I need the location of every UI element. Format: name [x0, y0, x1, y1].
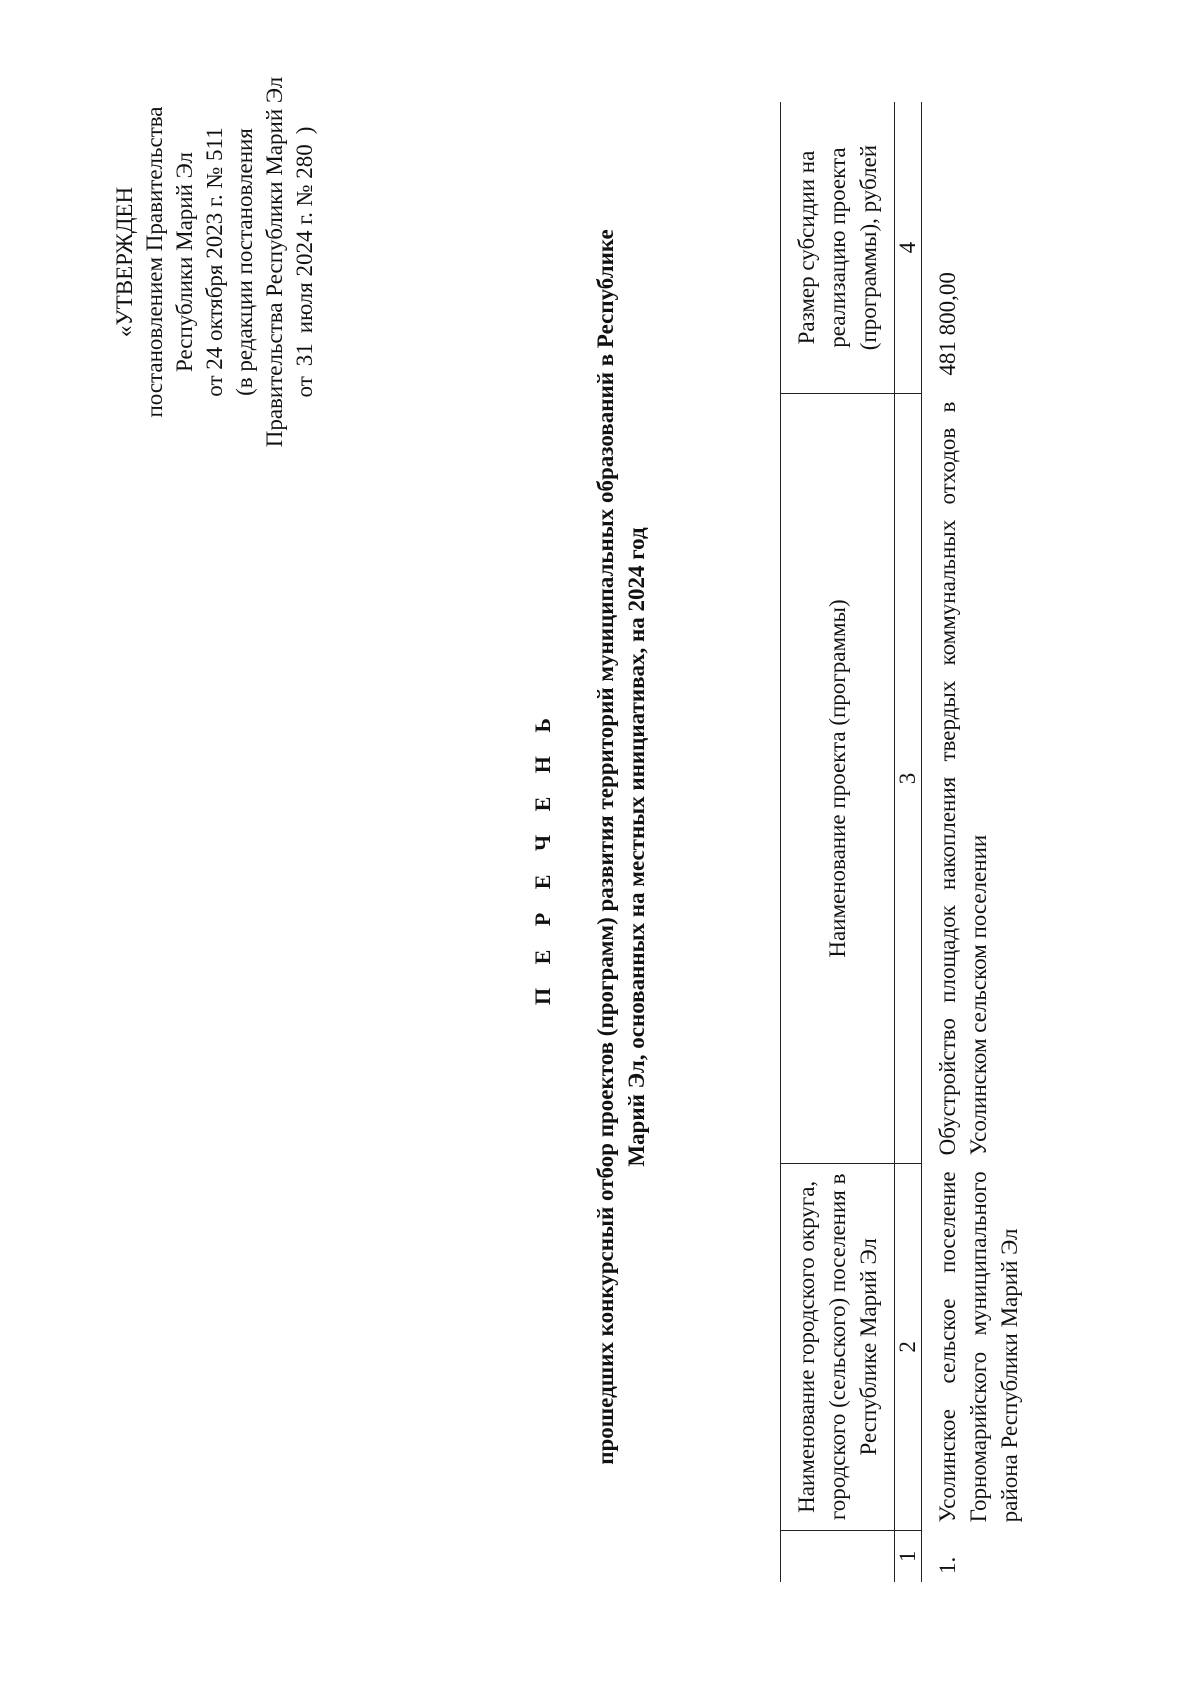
header-amount: Размер субсидии на реализацию проекта (программы), рублей	[781, 102, 895, 394]
header-number	[781, 1530, 895, 1582]
amendment-close: )	[292, 126, 317, 135]
amendment-from: от	[292, 376, 317, 398]
approval-line: постановлением Правительства	[142, 106, 167, 418]
document-title: П Е Р Е Ч Е Н Ь	[530, 709, 555, 1005]
approval-line: Республики Марий Эл	[172, 151, 197, 373]
municipality-cell: Усолинское сельское поселение Горномарийского муниципального района Республики Марий Эл	[935, 1171, 1022, 1523]
amendment-line	[290, 37, 320, 487]
column-number: 3	[895, 394, 922, 1164]
approval-line: (в редакции постановления	[232, 128, 257, 396]
document-subtitle: прошедших конкурсный отбор проектов (программ) развития территорий муниципальных образований в Республике Марий Эл, основанных на местных инициативах, на 2024 год	[593, 229, 649, 1465]
amount-cell: 481 800,00	[935, 272, 960, 376]
project-cell: Обустройство площадок накопления твердых коммунальных отходов в Усолинском сельском поселении	[935, 401, 991, 1156]
column-number: 2	[895, 1163, 922, 1530]
table-header-row	[781, 102, 895, 1582]
column-numbering-row	[895, 102, 922, 1582]
projects-table	[780, 102, 1035, 1582]
approval-line: от 24 октября 2023 г. № 511	[202, 127, 227, 397]
table-row	[922, 102, 1036, 1582]
approval-block	[110, 37, 320, 487]
row-number: 1.	[935, 1556, 960, 1574]
approval-line: Правительства Республики Марий Эл	[262, 76, 287, 448]
amendment-month-year: июля 2024 г. № 280	[292, 144, 317, 334]
header-municipality: Наименование городского округа, городского (сельского) поселения в Республике Марий Эл	[781, 1163, 895, 1530]
column-number: 1	[895, 1530, 922, 1582]
header-project: Наименование проекта (программы)	[781, 394, 895, 1164]
amendment-day: 31	[292, 343, 317, 367]
approval-heading: «УТВЕРЖДЕН	[112, 186, 137, 338]
column-number: 4	[895, 102, 922, 394]
